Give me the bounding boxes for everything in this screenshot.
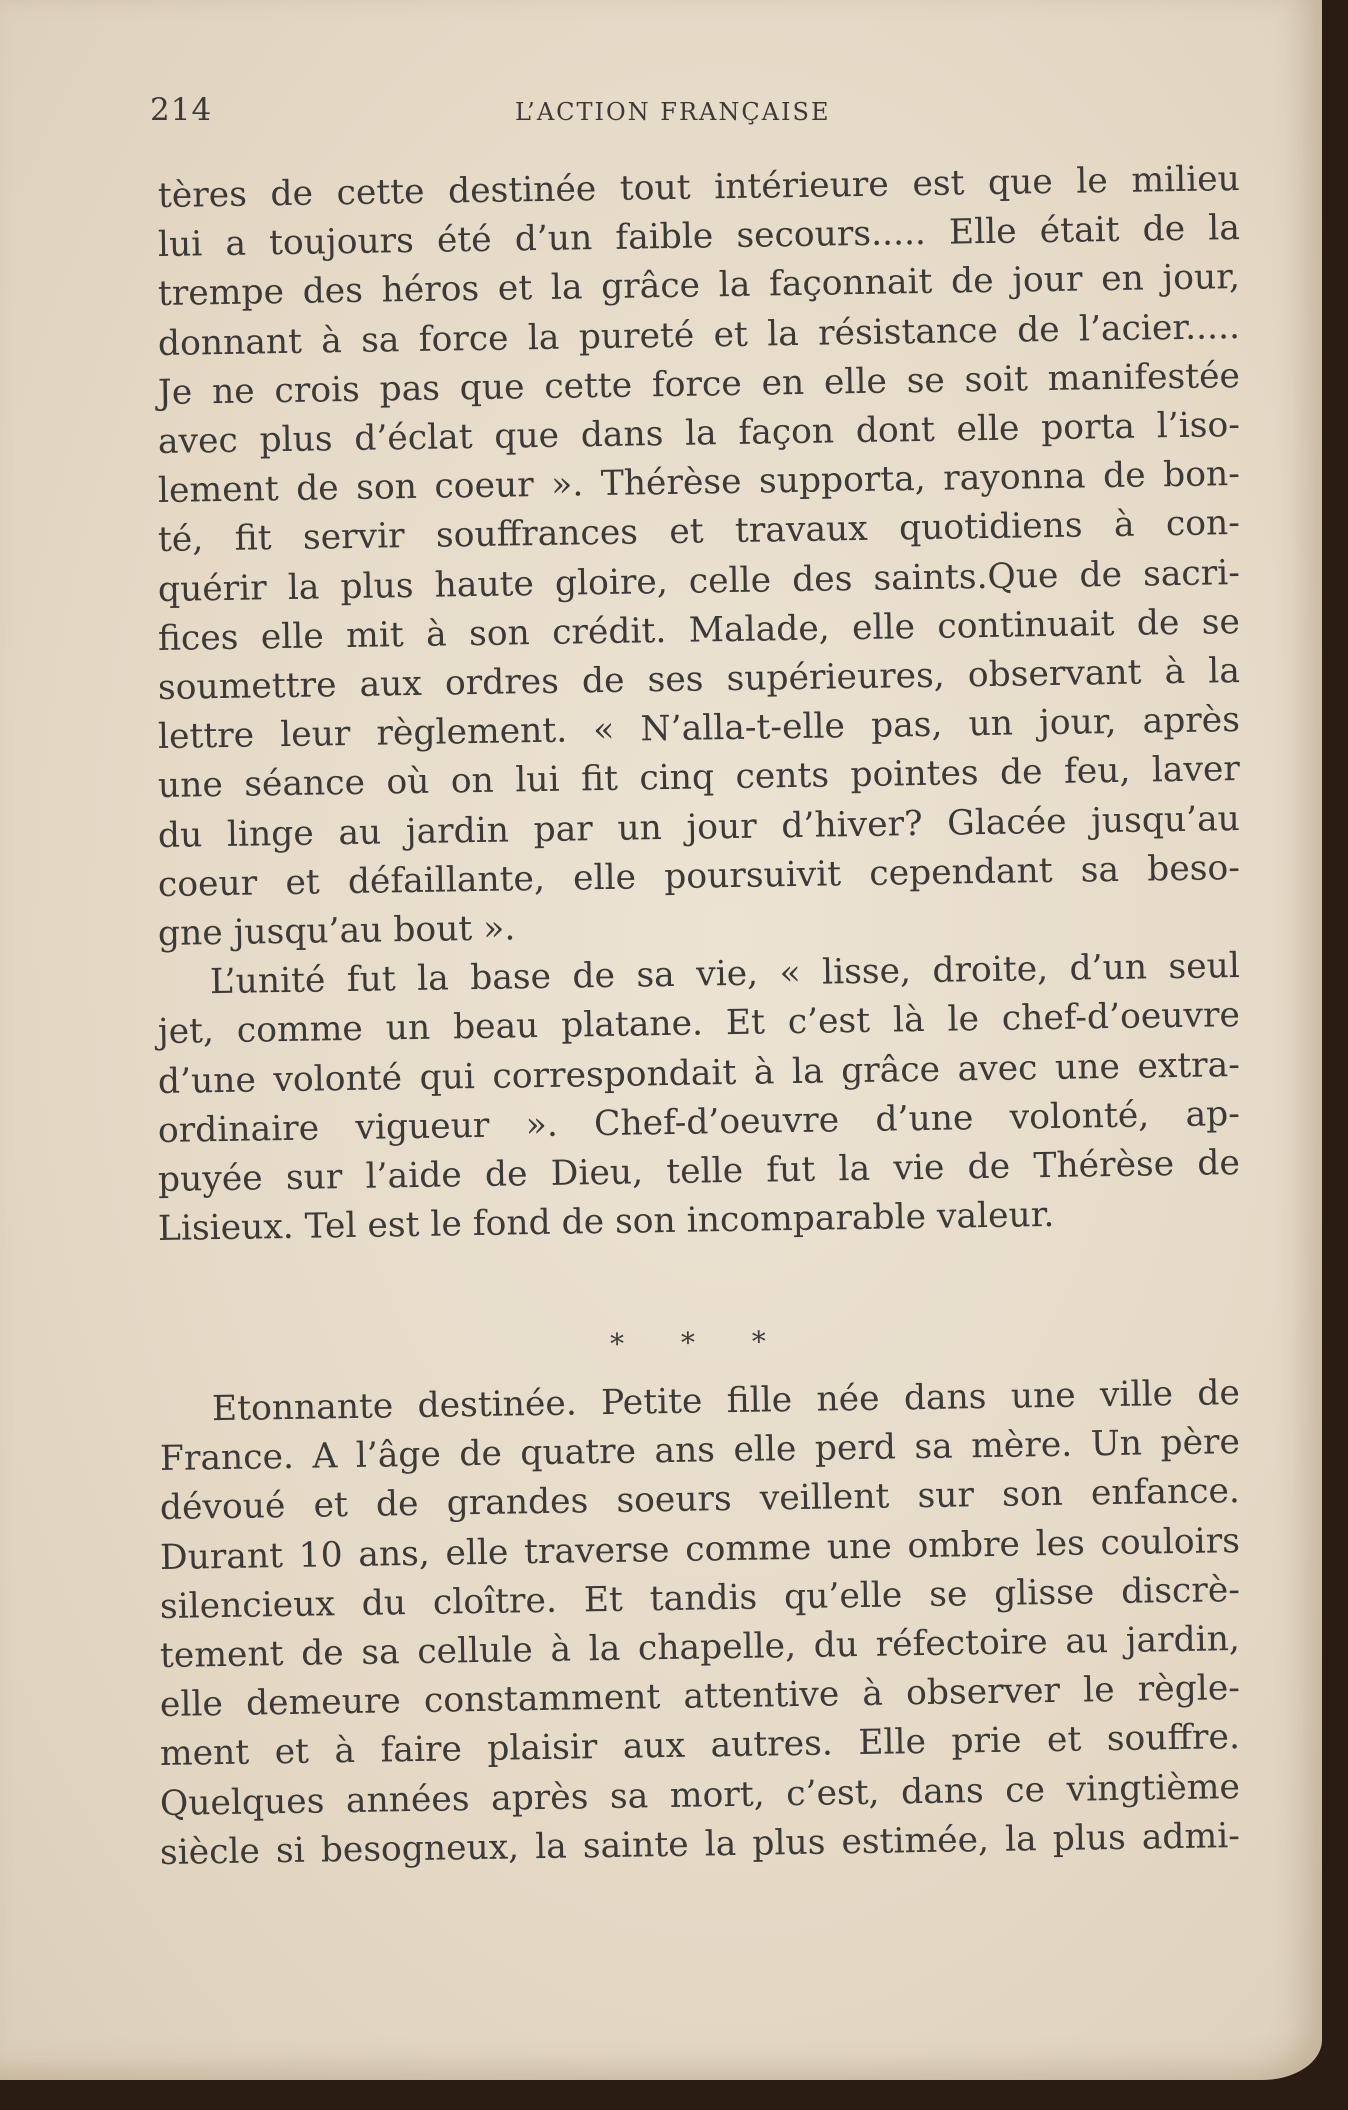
text-line: tères de cette destinée tout intérieure est que le milieu	[157, 159, 1241, 216]
paragraph-2	[157, 946, 1241, 1254]
text-line: coeur et défaillante, elle poursuivit cependant sa beso-	[157, 847, 1241, 905]
text-line: tement de sa cellule à la chapelle, du réfectoire au jardin,	[159, 1619, 1241, 1677]
paragraph-3	[159, 1373, 1241, 1878]
page-number: 214	[150, 92, 213, 128]
text-line: soumettre aux ordres de ses supérieures, observant à la	[157, 651, 1241, 709]
body-text	[157, 159, 1241, 1254]
paragraph-1	[157, 159, 1241, 959]
text-line: jet, comme un beau platane. Et c’est là le chef-d’oeuvre	[157, 995, 1241, 1053]
text-line: avec plus d’éclat que dans la façon dont elle porta l’iso-	[157, 405, 1241, 463]
text-line: fices elle mit à son crédit. Malade, elle continuait de se	[157, 601, 1241, 659]
text-line: Durant 10 ans, elle traverse comme une ombre les couloirs	[159, 1520, 1241, 1578]
text-line: Lisieux. Tel est le fond de son incomparable valeur.	[157, 1195, 1055, 1250]
text-line: ordinaire vigueur ». Chef-d’oeuvre d’une volonté, ap-	[157, 1093, 1241, 1151]
text-line: dévoué et de grandes soeurs veillent sur son enfance.	[159, 1471, 1241, 1529]
text-line: France. A l’âge de quatre ans elle perd sa mère. Un père	[159, 1422, 1241, 1480]
text-line: Je ne crois pas que cette force en elle se soit manifestée	[157, 355, 1241, 413]
text-line: Etonnante destinée. Petite fille née dans une ville de	[211, 1373, 1241, 1430]
text-line: Quelques années après sa mort, c’est, dans ce vingtième	[159, 1766, 1241, 1824]
journal-title: L’ACTION FRANÇAISE	[515, 98, 831, 126]
text-line: té, fit servir souffrances et travaux quotidiens à con-	[157, 503, 1241, 561]
text-line: d’une volonté qui correspondait à la grâce avec une extra-	[157, 1044, 1241, 1102]
text-line: donnant à sa force la pureté et la résistance de l’acier.....	[157, 306, 1241, 364]
text-line: du linge au jardin par un jour d’hiver? Glacée jusqu’au	[157, 798, 1241, 856]
text-line: lettre leur règlement. « N’alla-t-elle pas, un jour, après	[157, 700, 1241, 758]
text-line: puyée sur l’aide de Dieu, telle fut la vie de Thérèse de	[157, 1143, 1241, 1201]
text-line: L’unité fut la base de sa vie, « lisse, droite, d’un seul	[209, 946, 1241, 1003]
text-line: lement de son coeur ». Thérèse supporta, rayonna de bon-	[157, 454, 1241, 512]
text-line: lui a toujours été d’un faible secours..... Elle était de la	[157, 208, 1241, 266]
text-line: ment et à faire plaisir aux autres. Elle prie et souffre.	[159, 1717, 1241, 1775]
running-head	[150, 92, 1250, 132]
text-line: silencieux du cloître. Et tandis qu’elle se glisse discrè-	[159, 1569, 1241, 1627]
text-line: elle demeure constamment attentive à observer le règle-	[159, 1668, 1241, 1726]
text-line: gne jusqu’au bout ».	[157, 908, 516, 955]
text-line: siècle si besogneux, la sainte la plus estimée, la plus admi-	[159, 1815, 1241, 1873]
section-separator: * * *	[609, 1324, 791, 1361]
text-line: une séance où on lui fit cinq cents pointes de feu, laver	[157, 749, 1241, 807]
text-line: quérir la plus haute gloire, celle des saints.Que de sacri-	[157, 552, 1241, 610]
text-line: trempe des héros et la grâce la façonnait de jour en jour,	[157, 257, 1241, 315]
